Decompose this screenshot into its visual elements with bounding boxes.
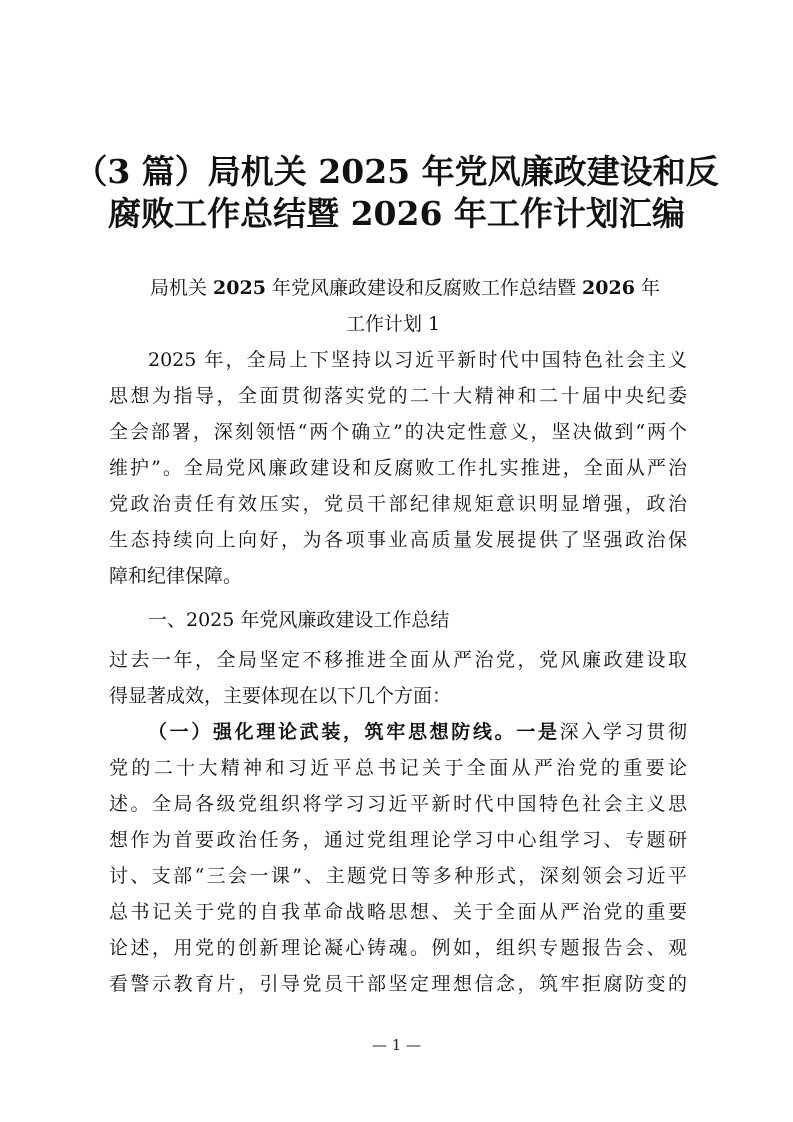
document-title-line-2: 腐败工作总结暨 2026 年工作计划汇编 — [108, 194, 685, 233]
subsection-1-line-3: 述。全局各级党组织将学习习近平新时代中国特色社会主义思 — [109, 793, 687, 815]
intro-line-3: 全会部署，深刻领悟“两个确立”的决定性意义，坚决做到“两个 — [109, 421, 687, 443]
subsection-1-line-6: 总书记关于党的自我革命战略思想、关于全面从严治党的重要 — [109, 901, 687, 923]
intro-line-4: 维护”。全局党风廉政建设和反腐败工作扎实推进，全面从严治 — [109, 457, 687, 479]
subtitle-text-e: 年 — [634, 277, 660, 299]
article-subtitle-line-2: 工作计划 1 — [346, 313, 441, 335]
section-1-line-1: 过去一年，全局坚定不移推进全面从严治党，党风廉政建设取 — [109, 649, 687, 671]
subsection-1-first-rest: 深入学习贯彻 — [559, 721, 687, 743]
subsection-1-heading: （一）强化理论武装，筑牢思想防线。 — [148, 721, 517, 743]
subsection-1-line-5: 讨、支部“三会一课”、主题党日等多种形式，深刻领会习近平 — [109, 865, 687, 887]
intro-line-2: 思想为指导，全面贯彻落实党的二十大精神和二十届中央纪委 — [109, 385, 687, 407]
intro-line-7: 障和纪律保障。 — [109, 565, 243, 587]
subsection-1-line-8: 看警示教育片，引导党员干部坚定理想信念，筑牢拒腐防变的 — [109, 973, 687, 995]
subtitle-year-2026: 2026 — [582, 277, 635, 299]
subsection-1-line-4: 想作为首要政治任务，通过党组理论学习中心组学习、专题研 — [109, 829, 687, 851]
page-number: — 1 — — [371, 1036, 422, 1054]
subsection-1-line-7: 论述，用党的创新理论凝心铸魂。例如，组织专题报告会、观 — [109, 937, 687, 959]
subsection-1-first-line — [148, 717, 687, 747]
intro-line-6: 生态持续向上向好，为各项事业高质量发展提供了坚强政治保 — [109, 529, 687, 551]
section-1-heading: 一、2025 年党风廉政建设工作总结 — [148, 609, 450, 631]
section-1-line-2: 得显著成效，主要体现在以下几个方面： — [109, 685, 452, 707]
subtitle-text-c: 年党风廉政建设和反腐败工作总结暨 — [265, 277, 583, 299]
subtitle-text-a: 局机关 — [150, 277, 214, 299]
subsection-1-lead: 一是 — [516, 721, 560, 743]
subsection-1-line-2: 党的二十大精神和习近平总书记关于全面从严治党的重要论 — [109, 757, 687, 779]
intro-line-1: 2025 年，全局上下坚持以习近平新时代中国特色社会主义 — [148, 349, 687, 371]
article-subtitle-line-1 — [150, 273, 660, 303]
intro-line-5: 党政治责任有效压实，党员干部纪律规矩意识明显增强，政治 — [109, 493, 687, 515]
document-title-line-1: （3 篇）局机关 2025 年党风廉政建设和反 — [74, 152, 719, 191]
subtitle-year-2025: 2025 — [213, 277, 266, 299]
